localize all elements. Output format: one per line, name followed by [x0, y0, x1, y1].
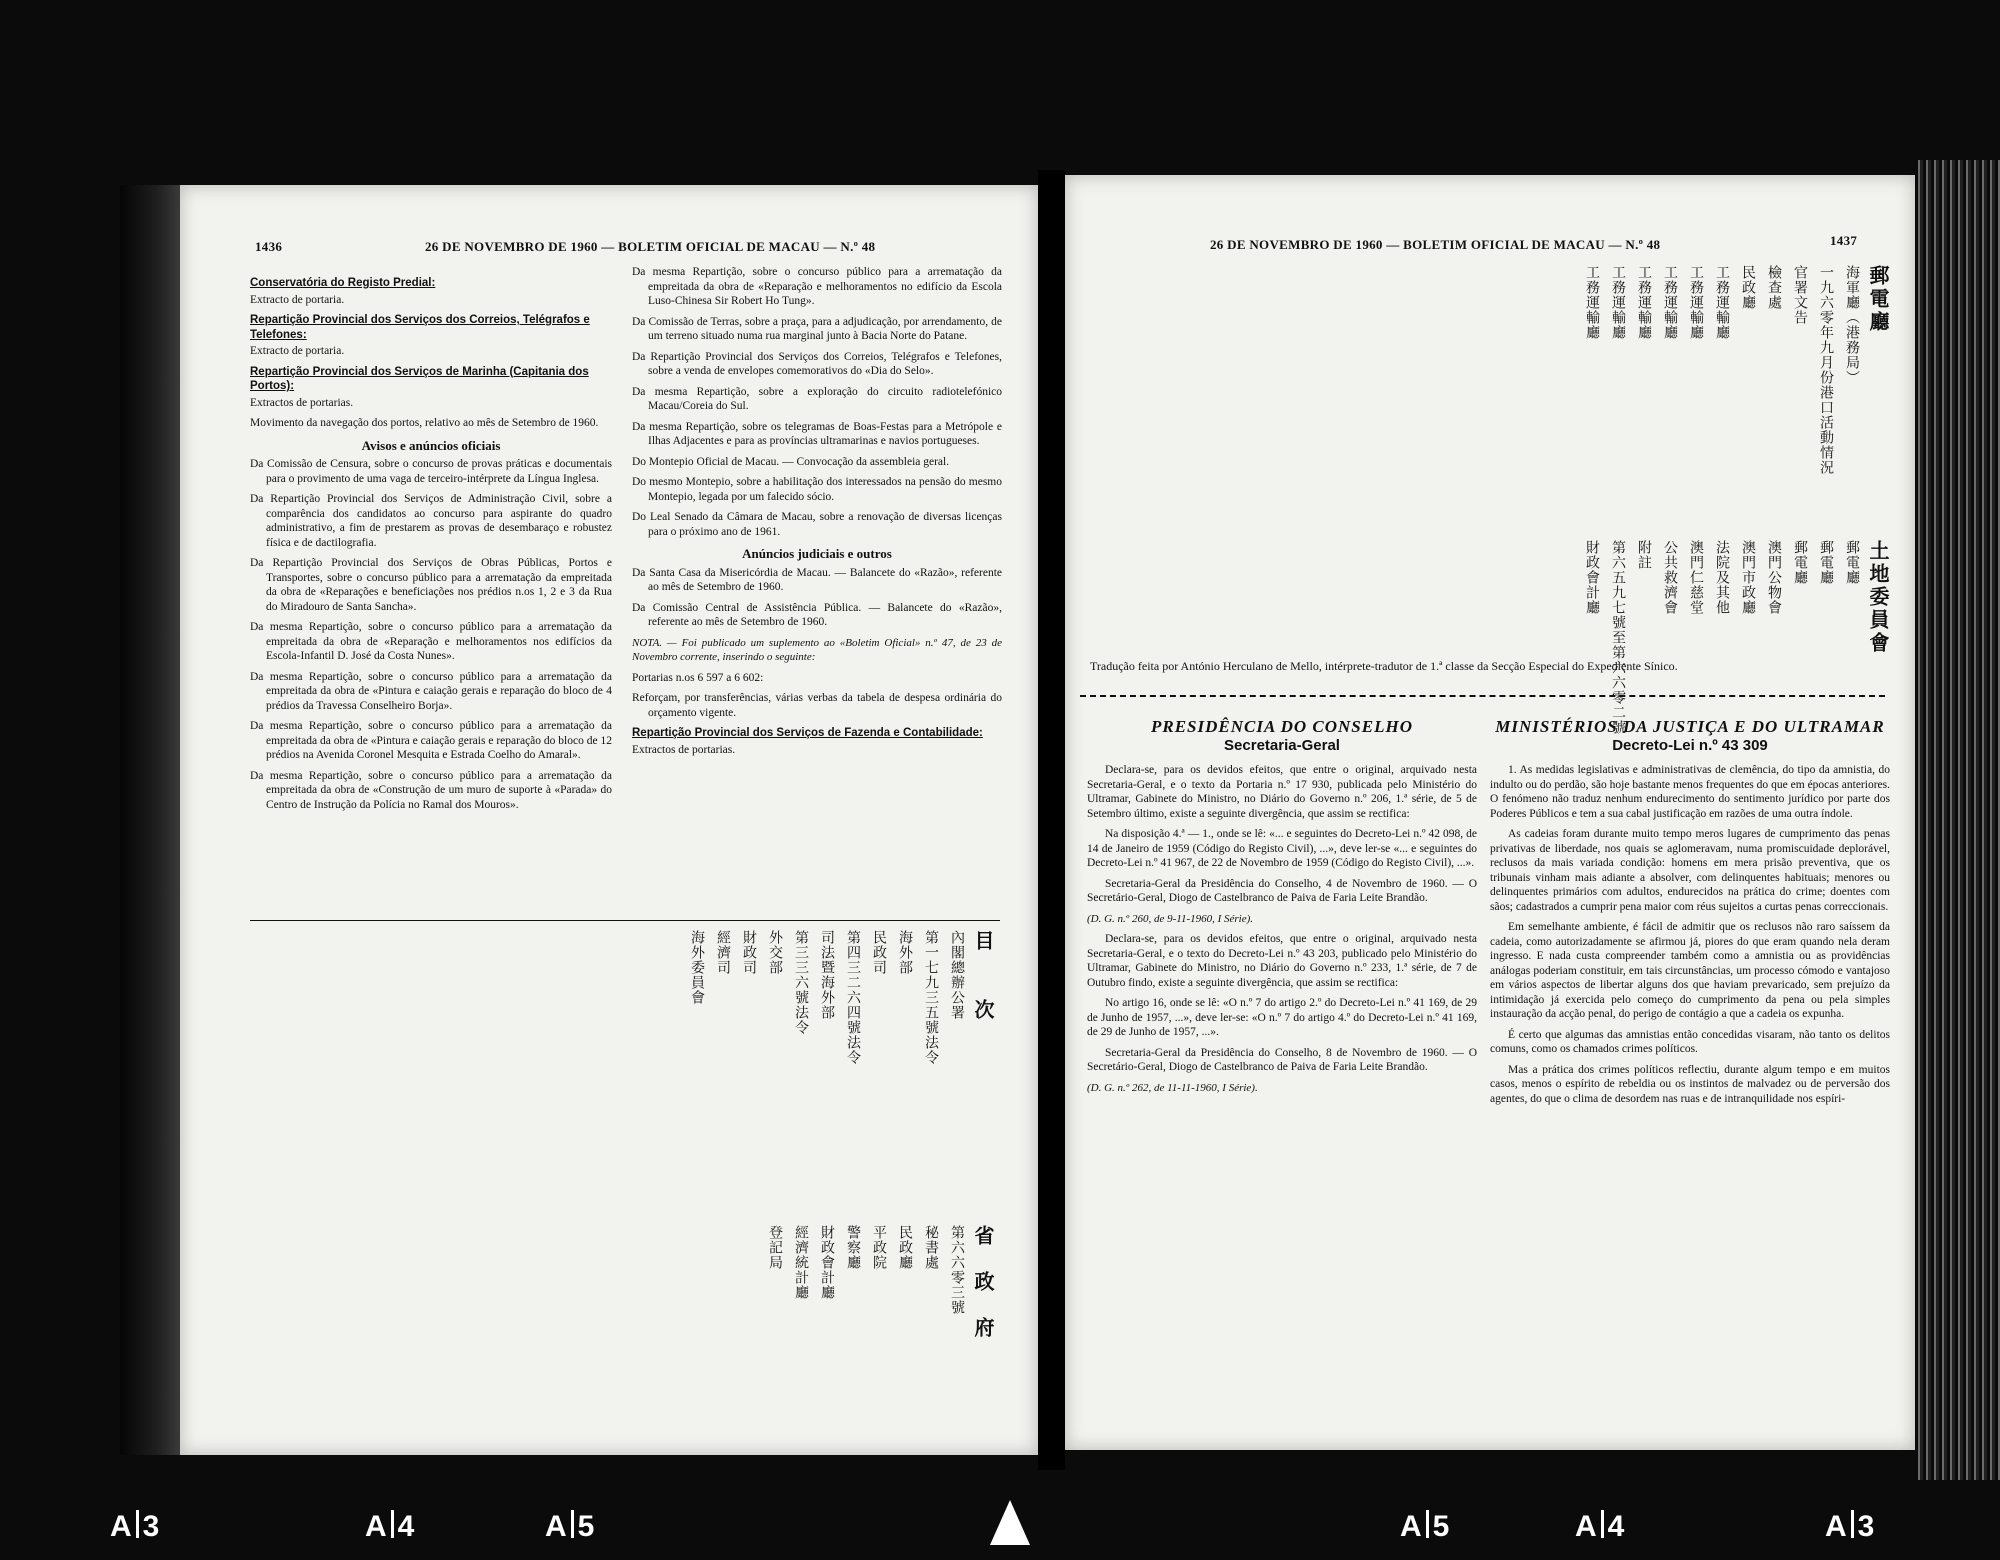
notice-paragraph: Extracto de portaria. — [250, 345, 345, 357]
left-column-1 — [250, 270, 612, 818]
notice-paragraph: Da mesma Repartição, sobre o concurso público para a arrematação da empreitada da obra de «Construção de um muro de suporte à «Parada» do Centro de Instrução da Polícia no Ramal dos Mouros». — [250, 769, 612, 811]
unit-heading: Conservatória do Registo Predial: — [250, 277, 436, 289]
right-divider — [1080, 695, 1885, 697]
left-cjk-contents-bottom — [270, 1225, 993, 1445]
cjk-column: 經濟司 — [715, 930, 730, 975]
body-paragraph: Mas a prática dos crimes políticos reflectiu, durante algum tempo e em muitos casos, menos o espírito de rebeldia ou os instintos de malvadez ou de perversão dos agentes, do que o clima de desordem nas ruas e de intranquilidade nos espíri- — [1490, 1063, 1890, 1105]
cjk-column: 民政廳 — [1740, 265, 1755, 310]
cjk-column: 經濟統計廳 — [793, 1225, 808, 1300]
cjk-column: 土地委員會 — [1866, 540, 1888, 655]
body-paragraph: É certo que algumas das amnistias então concedidas visaram, não tanto os delitos comuns, como os chamados crimes políticos. — [1490, 1028, 1890, 1055]
section-heading-presidencia: PRESIDÊNCIA DO CONSELHO — [1150, 717, 1413, 736]
cjk-column: 檢查處 — [1766, 265, 1781, 310]
right-column-1 — [1087, 717, 1477, 1101]
translator-note: Tradução feita por António Herculano de Mello, intérprete-tradutor de 1.ª classe da Secção Especial do Expediente Sínico. — [1090, 659, 1678, 673]
cjk-column: 官署文告 — [1792, 265, 1807, 325]
unit-heading: Repartição Provincial dos Serviços de Marinha (Capitania dos Portos): — [250, 365, 589, 392]
left-binding-shadow — [120, 185, 180, 1455]
decree-title: Decreto-Lei n.º 43 309 — [1612, 736, 1768, 754]
notice-paragraph: Do Leal Senado da Câmara de Macau, sobre a renovação de diversas licenças para o próximo ano de 1961. — [632, 511, 1002, 538]
notice-paragraph: Extractos de portarias. — [632, 743, 736, 756]
cjk-column: 工務運輸廳 — [1714, 265, 1729, 340]
film-margin-mark: A 3 — [110, 1510, 160, 1543]
cjk-column: 工務運輸廳 — [1636, 265, 1651, 340]
cjk-column: 民政司 — [871, 930, 886, 975]
cjk-column: 郵電廳 — [1792, 540, 1807, 585]
center-arrow-mark — [990, 1500, 1030, 1545]
right-page — [1065, 175, 1915, 1450]
cjk-column: 郵電廳 — [1844, 540, 1859, 585]
cjk-column: 工務運輸廳 — [1688, 265, 1703, 340]
cjk-column: 海外部 — [897, 930, 912, 975]
notice-paragraph: Da Repartição Provincial dos Serviços dos Correios, Telégrafos e Telefones, sobre a venda de envelopes comemorativos do «Dia do Selo». — [632, 350, 1002, 377]
cjk-column: 第六六零三號 — [949, 1225, 964, 1315]
body-paragraph: (D. G. n.º 260, de 9-11-1960, I Série). — [1087, 912, 1254, 925]
cjk-column: 附註 — [1636, 540, 1651, 570]
cjk-column: 第三三六號法令 — [793, 930, 808, 1035]
notice-paragraph: Do Montepio Oficial de Macau. — Convocação da assembleia geral. — [632, 455, 950, 468]
cjk-column: 工務運輸廳 — [1610, 265, 1625, 340]
body-paragraph: As cadeias foram durante muito tempo meros lugares de cumprimento das penas privativas de liberdade, nos quais se aglomeravam, numa promiscuidade deplorável, reclusos da mais variada condição: homens em mera prisão preventiva, que os tribunais vinham mais adiante a absolver, com delinquentes habituais; menores ou delinquentes primários com adultos, endurecidos na prática do crime; doentes com sãos; cadastrados a cumprir pena maior com réus sujeitos a curtas penas correccionais. — [1490, 828, 1890, 913]
notice-paragraph: Da mesma Repartição, sobre o concurso público para a arrematação da empreitada da obra de «Pintura e caiação gerais e reparação do bloco de 12 prédios na Avenida Coronel Mesquita e Estrada Coelho do Amaral». — [250, 720, 612, 761]
body-paragraph: Em semelhante ambiente, é fácil de admitir que os reclusos não raro saíssem da cadeia, como autorizadamente se afirmou já, piores do que eram quando nela deram ingresso. E nada custa compreender também como a amnistia ou as providências análogas poderiam constituir, em tais circunstâncias, um processo cómodo e vantajoso em vários aspectos de libertar alguns dos que haviam prevaricado, sem prejuízo da intimidação já exercida pelo começo do cumprimento da pena ou pela simples instauração da acção penal, do perigo de contágio a que a cadeia os expunha. — [1490, 921, 1890, 1020]
body-paragraph: Declara-se, para os devidos efeitos, que entre o original, arquivado nesta Secretaria-Geral, e o texto do Decreto-Lei n.º 43 203, publicado pelo Ministério do Ultramar, Gabinete do Ministro, no Diário do Governo n.º 233, 1.ª série, de 7 de Outubro findo, existe a seguinte divergência, que assim se rectifica: — [1087, 933, 1477, 989]
cjk-column: 登記局 — [767, 1225, 782, 1270]
section-heading-ministerios: MINISTÉRIOS DA JUSTIÇA E DO ULTRAMAR — [1495, 717, 1885, 736]
unit-heading: Repartição Provincial dos Serviços de Fazenda e Contabilidade: — [632, 727, 983, 739]
cjk-column: 財政會計廳 — [819, 1225, 834, 1300]
section-subheading-secretaria: Secretaria-Geral — [1224, 736, 1340, 754]
cjk-column: 澳門市政廳 — [1740, 540, 1755, 615]
cjk-column: 公共救濟會 — [1662, 540, 1677, 615]
notice-paragraph: Reforçam, por transferências, várias verbas da tabela de despesa ordinária do orçamento vigente. — [632, 692, 1002, 719]
body-paragraph: Declara-se, para os devidos efeitos, que entre o original, arquivado nesta Secretaria-Geral, e o texto da Portaria n.º 17 930, publicada pelo Ministério do Ultramar, Gabinete do Ministro, no Diário do Governo n.º 206, 1.ª série, de 5 de Setembro último, existe a seguinte divergência, que assim se rectifica: — [1087, 764, 1477, 820]
notice-paragraph: Da Repartição Provincial dos Serviços de Administração Civil, sobre a comparência dos candidatos ao concurso para aspirante do quadro administrativo, a fim de prestarem as provas de desembaraço e robustez física e de dactilografia. — [250, 493, 612, 549]
right-column-2 — [1490, 717, 1890, 1112]
cjk-column: 民政廳 — [897, 1225, 912, 1270]
notice-paragraph: Extracto de portaria. — [250, 293, 345, 306]
notice-paragraph: Da mesma Repartição, sobre o concurso público para a arrematação da empreitada da obra de «Reparação e melhoramentos nos edifícios da Escola-Infantil D. José da Costa Nunes». — [250, 621, 612, 662]
right-cjk-notices-top — [1085, 265, 1888, 535]
left-divider — [250, 920, 1000, 921]
cjk-column: 目 次 — [971, 930, 993, 1022]
left-running-head: 26 DE NOVEMBRO DE 1960 — BOLETIM OFICIAL DE MACAU — N.º 48 — [425, 239, 876, 254]
cjk-column: 郵電廳 — [1818, 540, 1833, 585]
notice-paragraph: Movimento da navegação dos portos, relativo ao mês de Setembro de 1960. — [250, 417, 599, 429]
cjk-column: 第六五九七號至第六六零二號 — [1610, 540, 1625, 735]
cjk-column: 司法暨海外部 — [819, 930, 834, 1020]
left-page — [180, 185, 1038, 1455]
notice-paragraph: Da mesma Repartição, sobre a exploração do circuito radiotelefónico Macau/Coreia do Sul. — [632, 385, 1002, 412]
film-margin-mark: A 4 — [1575, 1510, 1625, 1543]
right-page-edges — [1915, 160, 2000, 1480]
notice-paragraph: Da mesma Repartição, sobre o concurso público para a arrematação da empreitada da obra de «Pintura e caiação gerais e reparação do bloco de 4 prédios da Travessa Conselheiro Borja». — [250, 670, 612, 712]
cjk-column: 外交部 — [767, 930, 782, 975]
notice-paragraph: Da Comissão de Censura, sobre o concurso de provas práticas e documentais para o provimento de uma vaga de terceiro-intérprete da Língua Inglesa. — [250, 458, 612, 485]
section-heading: Anúncios judiciais e outros — [742, 546, 892, 561]
note-paragraph: NOTA. — Foi publicado um suplemento ao «Boletim Oficial» n.º 47, de 23 de Novembro corrente, inserindo o seguinte: — [632, 636, 1002, 663]
section-heading: Avisos e anúncios oficiais — [361, 437, 501, 453]
cjk-column: 海軍廳（港務局） — [1844, 265, 1859, 385]
cjk-column: 工務運輸廳 — [1584, 265, 1599, 340]
film-margin-mark: A 4 — [365, 1510, 415, 1543]
right-running-head: 26 DE NOVEMBRO DE 1960 — BOLETIM OFICIAL DE MACAU — N.º 48 — [1210, 237, 1661, 252]
cjk-column: 澳門仁慈堂 — [1688, 540, 1703, 615]
cjk-column: 秘書處 — [923, 1225, 938, 1270]
notice-paragraph: Da Comissão Central de Assistência Pública. — Balancete do «Razão», referente ao mês de Setembro de 1960. — [632, 601, 1002, 628]
cjk-column: 一九六零年九月份港口活動情況 — [1818, 265, 1833, 475]
cjk-column: 澳門公物會 — [1766, 540, 1781, 615]
notice-paragraph: Da mesma Repartição, sobre os telegramas de Boas-Festas para a Metrópole e Ilhas Adjacentes e para as províncias ultramarinas e navios portugueses. — [632, 420, 1002, 447]
cjk-column: 省 政 府 — [971, 1225, 993, 1340]
unit-heading: Repartição Provincial dos Serviços dos Correios, Telégrafos e Telefones: — [250, 314, 590, 341]
film-margin-mark: A 3 — [1825, 1510, 1875, 1543]
body-paragraph: 1. As medidas legislativas e administrativas de clemência, do tipo da amnistia, do indulto ou do perdão, são hoje bastante menos frequentes do que em épocas anteriores. O fenómeno não traduz nenhum endurecimento do sentimento jurídico por parte dos Poderes Públicos e tem a sua cabal justificação em razões de uma outra índole. — [1490, 764, 1890, 820]
cjk-column: 海外委員會 — [689, 930, 704, 1005]
cjk-column: 平政院 — [871, 1225, 886, 1270]
right-page-number: 1437 — [1830, 233, 1858, 248]
left-cjk-contents-top — [270, 930, 993, 1215]
cjk-column: 警察廳 — [845, 1225, 860, 1270]
body-paragraph: No artigo 16, onde se lê: «O n.º 7 do artigo 2.º do Decreto-Lei n.º 41 169, de 29 de Junho de 1957, ...», deve ler-se: «O n.º 7 do artigo 4.º do Decreto-Lei n.º 41 169, de 29 de Junho de 1957, ...». — [1087, 997, 1477, 1038]
cjk-column: 第四三二六四號法令 — [845, 930, 860, 1065]
cjk-column: 財政會計廳 — [1584, 540, 1599, 615]
cjk-column: 第一七九三五號法令 — [923, 930, 938, 1065]
notice-paragraph: Do mesmo Montepio, sobre a habilitação dos interessados na pensão do mesmo Montepio, legada por um falecido sócio. — [632, 476, 1002, 503]
body-paragraph: Na disposição 4.ª — 1., onde se lê: «... e seguintes do Decreto-Lei n.º 42 098, de 14 de Janeiro de 1959 (Código do Registo Civil), ...», deve ler-se «... e seguintes do Decreto-Lei n.º 41 967, de 22 de Novembro de 1959 (Código do Registo Civil), ...». — [1087, 828, 1477, 869]
left-column-2 — [632, 265, 1002, 763]
left-page-number: 1436 — [255, 239, 283, 254]
body-paragraph: Secretaria-Geral da Presidência do Conselho, 8 de Novembro de 1960. — O Secretário-Geral, Diogo de Castelbranco de Paiva de Faria Leite Brandão. — [1087, 1046, 1477, 1073]
body-paragraph: Secretaria-Geral da Presidência do Conselho, 4 de Novembro de 1960. — O Secretário-Geral, Diogo de Castelbranco de Paiva de Faria Leite Brandão. — [1087, 877, 1477, 904]
cjk-column: 法院及其他 — [1714, 540, 1729, 615]
cjk-column: 工務運輸廳 — [1662, 265, 1677, 340]
cjk-column: 財政司 — [741, 930, 756, 975]
cjk-column: 郵電廳 — [1866, 265, 1888, 334]
notice-paragraph: Da mesma Repartição, sobre o concurso público para a arrematação da empreitada da obra de «Reparação e melhoramentos no edifício da Escola Luso-Chinesa Sir Robert Ho Tung». — [632, 266, 1002, 307]
film-margin-mark: A 5 — [1400, 1510, 1450, 1543]
notice-paragraph: Extractos de portarias. — [250, 396, 354, 409]
notice-paragraph: Portarias n.os 6 597 a 6 602: — [632, 671, 764, 684]
notice-paragraph: Da Santa Casa da Misericórdia de Macau. — Balancete do «Razão», referente ao mês de Setembro de 1960. — [632, 566, 1002, 593]
cjk-column: 內閣總辦公署 — [949, 930, 964, 1020]
notice-paragraph: Da Comissão de Terras, sobre a praça, para a adjudicação, por arrendamento, de um terreno situado numa rua marginal junto à Bacia Norte do Patane. — [632, 315, 1002, 342]
book-gutter — [1038, 170, 1065, 1470]
notice-paragraph: Da Repartição Provincial dos Serviços de Obras Públicas, Portos e Transportes, sobre o concurso público para a arrematação da empreitada da obra de «Reparações e beneficiações nos prédios n.os 1, 2 e 3 da Rua do Miradouro de Santa Sancha». — [250, 557, 612, 613]
body-paragraph: (D. G. n.º 262, de 11-11-1960, I Série). — [1087, 1081, 1258, 1094]
film-margin-mark: A 5 — [545, 1510, 595, 1543]
